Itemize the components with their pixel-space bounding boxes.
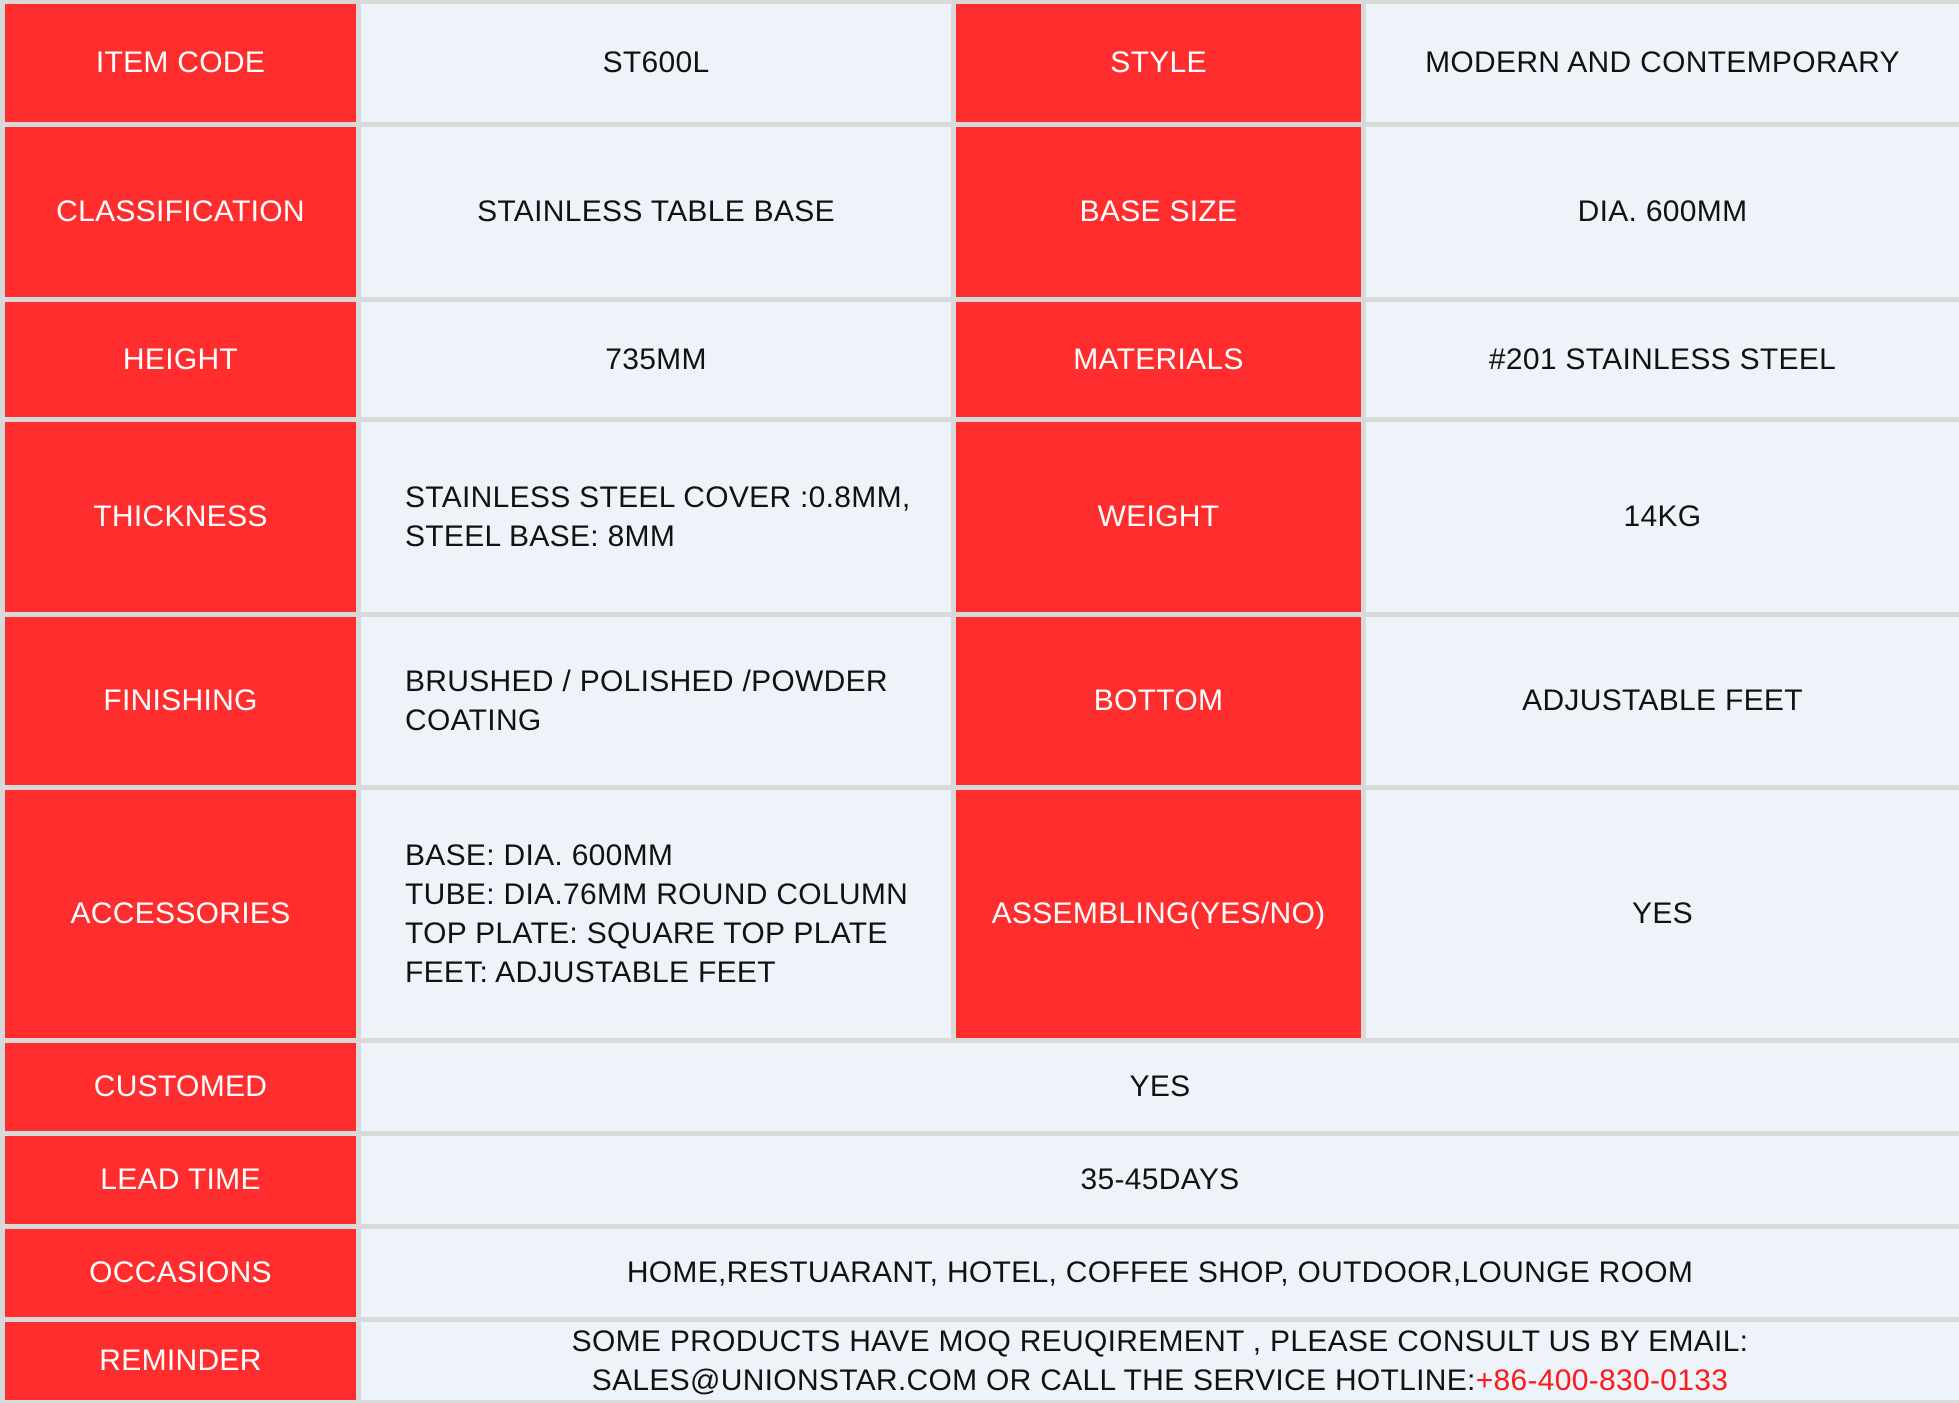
accessories-line: TUBE: DIA.76MM ROUND COLUMN <box>405 878 909 911</box>
lead-time-value: 35-45DAYS <box>361 1136 1959 1224</box>
style-value: MODERN AND CONTEMPORARY <box>1366 4 1959 122</box>
base-size-value: DIA. 600MM <box>1366 127 1959 297</box>
finishing-label: FINISHING <box>5 617 356 785</box>
weight-label: WEIGHT <box>956 422 1361 612</box>
thickness-value <box>361 422 951 612</box>
customed-value: YES <box>361 1043 1959 1131</box>
bottom-label: BOTTOM <box>956 617 1361 785</box>
materials-label: MATERIALS <box>956 302 1361 417</box>
bottom-value: ADJUSTABLE FEET <box>1366 617 1959 785</box>
accessories-line: TOP PLATE: SQUARE TOP PLATE <box>405 917 888 950</box>
classification-label: CLASSIFICATION <box>5 127 356 297</box>
height-label: HEIGHT <box>5 302 356 417</box>
weight-value: 14KG <box>1366 422 1959 612</box>
reminder-label: REMINDER <box>5 1322 356 1400</box>
reminder-line <box>572 1361 1749 1400</box>
reminder-contact-text: SALES@UNIONSTAR.COM OR CALL THE SERVICE HOTLINE: <box>591 1364 1476 1397</box>
thickness-line: STAINLESS STEEL COVER :0.8MM, <box>405 481 911 514</box>
finishing-line: BRUSHED / POLISHED /POWDER <box>405 665 888 698</box>
thickness-label: THICKNESS <box>5 422 356 612</box>
assembling-label: ASSEMBLING(YES/NO) <box>956 790 1361 1038</box>
occasions-label: OCCASIONS <box>5 1229 356 1317</box>
finishing-line: COATING <box>405 704 542 737</box>
accessories-label: ACCESSORIES <box>5 790 356 1038</box>
height-value: 735MM <box>361 302 951 417</box>
thickness-line: STEEL BASE: 8MM <box>405 520 676 553</box>
occasions-value: HOME,RESTUARANT, HOTEL, COFFEE SHOP, OUTDOOR,LOUNGE ROOM <box>361 1229 1959 1317</box>
materials-value: #201 STAINLESS STEEL <box>1366 302 1959 417</box>
reminder-value <box>361 1322 1959 1400</box>
finishing-value <box>361 617 951 785</box>
customed-label: CUSTOMED <box>5 1043 356 1131</box>
classification-value: STAINLESS TABLE BASE <box>361 127 951 297</box>
lead-time-label: LEAD TIME <box>5 1136 356 1224</box>
base-size-label: BASE SIZE <box>956 127 1361 297</box>
hotline-number[interactable]: +86-400-830-0133 <box>1475 1364 1729 1397</box>
reminder-line: SOME PRODUCTS HAVE MOQ REUQIREMENT , PLEASE CONSULT US BY EMAIL: <box>571 1325 1749 1358</box>
accessories-line: FEET: ADJUSTABLE FEET <box>405 956 776 989</box>
style-label: STYLE <box>956 4 1361 122</box>
accessories-value <box>361 790 951 1038</box>
accessories-line: BASE: DIA. 600MM <box>405 839 674 872</box>
item-code-label: ITEM CODE <box>5 4 356 122</box>
assembling-value: YES <box>1366 790 1959 1038</box>
item-code-value: ST600L <box>361 4 951 122</box>
